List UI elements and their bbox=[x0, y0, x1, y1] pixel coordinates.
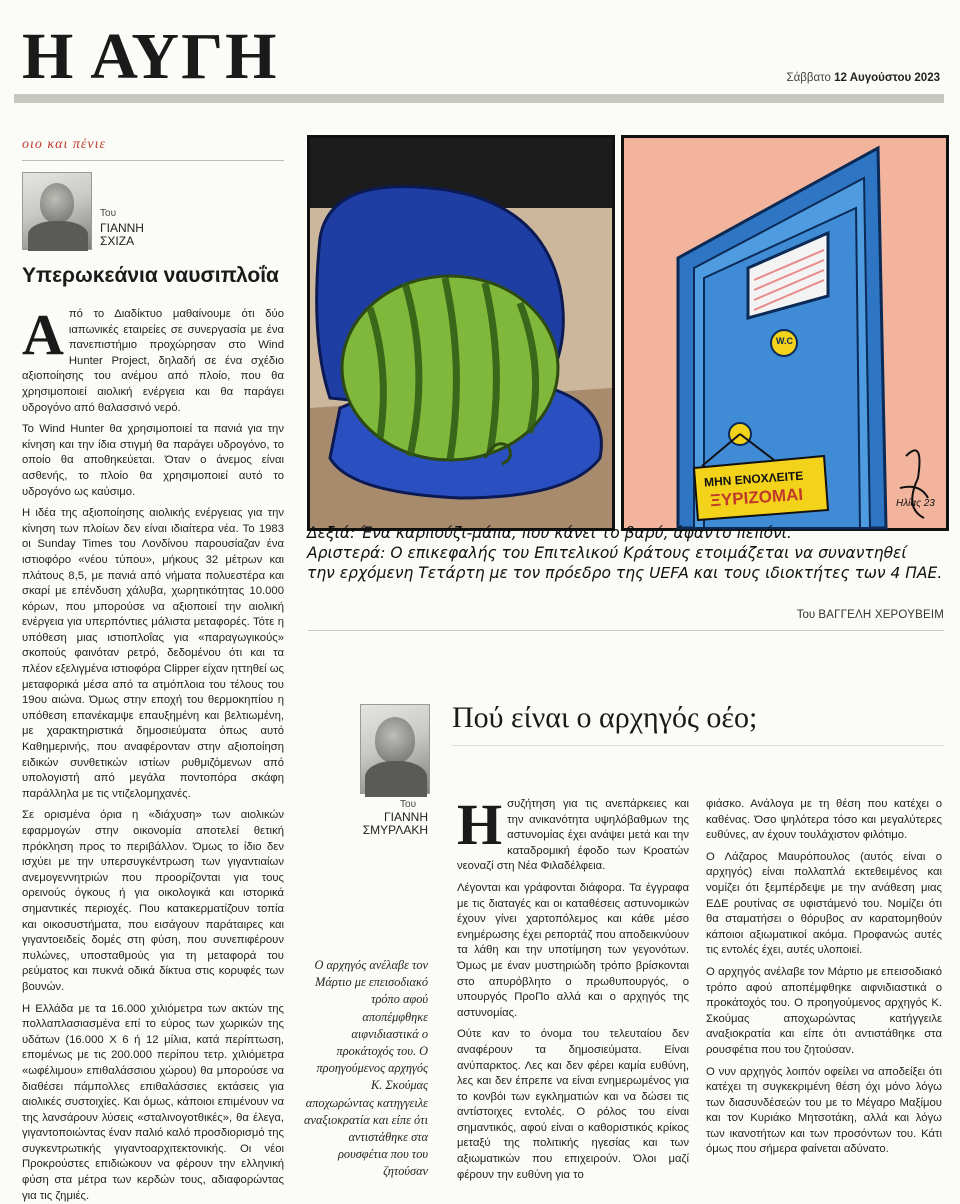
article2-paragraph-3: Ούτε καν το όνομα του τελευταίου δεν αναφέρουν τα δημοσιεύματα. Είναι ανύπαρκτος. Λες και δεν φέρει καμία ευθύνη, λες και δεν έπρεπε να είναι ενημερωμένος για το κονβόι των εγκληματιών και να δώσει τις αντίστοιχες εντολές. Ο ρόλος του είναι σημαντικός, αφού είναι ο καθοριστικός κρίκος μεταξύ της πολιτικής ηγεσίας και των αξιωματικών που επιχειρούν. Όλοι μαζί φέρουν την ευθύνη για το bbox=[457, 1028, 689, 1181]
article2-paragraph-6: Ο αρχηγός ανέλαβε τον Μάρτιο με επεισοδιακό τρόπο αφού αποπέμφθηκε αιφνιδιαστικά ο προκάτοχός του. Ο προηγούμενος αρχηγός Κ. Σκούμας αποχωρώντας κατήγγειλε αναξιοκρατία και είπε ότι αντιστάθηκε στα ρουσφέτια που του ζητούσαν. bbox=[706, 965, 942, 1056]
date-value: 12 Αυγούστου 2023 bbox=[834, 72, 940, 84]
author-photo-schizas bbox=[22, 172, 92, 250]
newspaper-masthead: Η ΑΥΓΗ bbox=[22, 20, 279, 93]
pull-quote: Ο αρχηγός ανέλαβε τον Μάρτιο με επεισοδιακό τρόπο αφού αποπέμφθηκε αιφνιδιαστικά ο προκάτοχός του. Ο προηγούμενος αρχηγός Κ. Σκούμας αποχωρώντας κατηγγειλε αναξιοκρατία και είπε ότι αντιστάθηκε στα ρουσφέτια που του ζητούσαν bbox=[304, 958, 428, 1179]
cartoon-caption bbox=[307, 523, 947, 583]
caption-line-2: Αριστερά: Ο επικεφαλής του Επιτελικού Κράτους ετοιμάζεται να συναντηθεί bbox=[307, 544, 907, 562]
wc-sign: W.C bbox=[776, 336, 793, 346]
author-last-name: ΣΧΙΖΑ bbox=[100, 234, 135, 248]
credit-prefix: Του bbox=[796, 609, 816, 621]
drop-cap-2: Η bbox=[457, 792, 503, 857]
author-photo-smyrlakis bbox=[360, 704, 430, 794]
paragraph-2: Το Wind Hunter θα χρησιμοποιεί τα πανιά για την κίνηση και την ίδια στιγμή θα παράγει υδρογόνο, το οποίο θα αποθηκεύεται. Όταν ο άνεμος είναι ασθενής, το πλοίο θα χρησιμοποιεί αυτό το υδρογόνο ως καύσιμο. bbox=[22, 423, 284, 498]
drop-cap: Α bbox=[22, 302, 64, 367]
paragraph-3: Η ιδέα της αξιοποίησης αιολικής ενέργειας για την κίνηση των πλοίων δεν είναι ιδιαίτερα νέα. Το 1983 οι Sunday Times του Λονδίνου παρουσίαζαν ένα ιστιοφόρο «νέου τύπου», μήκους 32 μέτρων και πλάτους 8,5, με πανιά από νήματα πολυεστέρα και σκαρί με επένδυση χάλυβα, χωρητικότητας 10.000 κόρων, που μπορούσε να αξιοποιεί την αιολική ενέργεια για υπερπόντιες μάλιστα μεταφορές. Τότε η υπόθεση μιας ιστιοπλοΐας για «παραγωγικούς» σκοπούς φαινόταν ρετρό, δεδομένου ότι και τα πλέον εξελιγμένα ιστιοφόρα Clipper είχαν ηττηθεί ως μεταφορικά μέσα από τα ατμόπλοια του τέλους του 19ου αιώνα. Όμως στην εποχή του θερμοκηπίου η υπόθεση επανέκαμψε επαυξημένη και βελτιωμένη, με χαρακτηριστικά δημοσιεύματα όπως αυτό Καθημερινής, που αναφέρονταν στην αξιοποίηση ειδικών συνθετικών ιστίων ρυθμιζόμενων από υπολογιστή από μεγάλα ποντοπόρα σκάφη παράλληλα με τις ντιζελομηχανές. bbox=[22, 507, 284, 800]
cartoonist-signature: Hλίας 23 bbox=[896, 498, 935, 509]
column-section-label: οιο και πένιε bbox=[22, 137, 106, 152]
byline-prefix: Του bbox=[100, 208, 117, 219]
article2-paragraph-2: Λέγονται και γράφονται διάφορα. Τα έγγραφα με τις διαταγές και οι καταθέσεις αστυνομικών έχουν γίνει χαρτοπόλεμος και κάθε μέσο ενημέρωσης έχει ρεπορτάζ που αποδεικνύουν τα λάθη και την υποτίμηση των γεγονότων. Όμως με έναν μυστηριώδη τρόπο βρίσκονται στο απυρόβλητο ο πρωθυπουργός, ο υπουργός ΠροΠο αλλά και ο αρχηγός της αστυνομίας. bbox=[457, 881, 689, 1019]
issue-date bbox=[787, 72, 940, 84]
cartoon-left-panel bbox=[307, 135, 615, 531]
article2-paragraph-7: Ο νυν αρχηγός λοιπόν οφείλει να αποδείξει ότι κατέχει τη συγκεκριμένη θέση όχι μόνο λόγω των διασυνδέσεών του με το Μέγαρο Μαξίμου και τον Κυριάκο Μητσοτάκη, αλλά και λόγω των ικανοτήτων και των προσόντων του. Κάτι όμως που σήμερα φαίνεται αδύνατο. bbox=[706, 1065, 942, 1156]
article-body bbox=[22, 302, 284, 1202]
cartoon-right-panel bbox=[621, 135, 949, 531]
caption-line-3: την ερχόμενη Τετάρτη με τον πρόεδρο της UEFA και τους ιδιοκτήτες των 4 ΠΑΕ. bbox=[307, 564, 943, 582]
headline-underline bbox=[452, 745, 944, 746]
byline-prefix-2: Του bbox=[400, 799, 417, 810]
article2-headline: Πού είναι ο αρχηγός οέο; bbox=[452, 701, 758, 734]
paragraph-4: Σε ορισμένα όρια η «διάχυση» των αιολικών εφαρμογών στην οικονομία αποτελεί θετική πρόκληση προς το περιβάλλον. Όμως το ίδιο δεν ισχύει με την υπερσυγκέντρωση των γιγαντιαίων ανεμογεννητριών που προορίζονται για τους ορεινούς όγκους ή για οικολογικά και ιστορικά σημαντικές περιοχές. Που κατακερματίζουν τοπία και οικοσυστήματα, που εισάγουν παράταιρες και γιγαντοειδείς δομές στη φύση, που συνεπιφέρουν πυλώνες, υποσταθμούς για τη μεταφορά του ρεύματος και πυκνά οδικά δίκτυα στις κορυφές των βουνών. bbox=[22, 809, 284, 993]
section-divider-2 bbox=[308, 630, 944, 631]
author-first-name: ΓΙΑΝΝΗ bbox=[100, 221, 144, 235]
article2-column-1 bbox=[457, 792, 689, 1181]
credit-name: ΒΑΓΓΕΛΗ ΧΕΡΟΥΒΕΙΜ bbox=[818, 609, 944, 621]
date-weekday: Σάββατο bbox=[786, 72, 831, 84]
header-rule bbox=[14, 94, 944, 103]
article2-paragraph-1: Ησυζήτηση για τις ανεπάρκειες και την ανικανότητα υψηλόβαθμων της αστυνομίας έχει ανάψει μετά και την καταδρομική έφοδο των Κροατών νεοναζί στη Νέα Φιλαδέλφεια. bbox=[457, 792, 689, 873]
author2-last-name: ΣΜΥΡΛΑΚΗ bbox=[362, 823, 428, 837]
hanging-sign-top: ΜΗΝ ΕΝΟΧΛΕΙΤΕ bbox=[703, 468, 804, 490]
paragraph-5: Η Ελλάδα με τα 16.000 χιλιόμετρα των ακτών της πολλαπλασιασμένα επί το εύρος των χωρικών της υδάτων (16.000 Χ 6 ή 12 μίλια, κατά περίπτωση, επομένως με τις 200.000 περίπου τετρ. χιλιόμετρα «ωφέλιμου» επιθαλάσσιου χώρου) θα μπορούσε να διαθέσει πάμπολλες επιθαλάσσιες εκτάσεις για αιολικές συστοιχίες. Και όμως, κάποιοι επιμένουν να της λανσάρουν λύσεις «σταλινογοτθικές», θα έλεγα, γιγαντοποιώντας έναν παλιό καλό προσδιορισμό της συγκεντρωτικής γιγαντοαρχιτεκτονικής. Οι νέοι Προκρούστες επιδιώκουν να φέρουν την ελληνική φύση στα μέτρα των κερδών τους, αδιαφορώντας για τις ζημιές. bbox=[22, 1002, 284, 1202]
paragraph-1: Από το Διαδίκτυο μαθαίνουμε ότι δύο ιαπωνικές εταιρείες σε συνεργασία με ένα πανεπιστήμιο προχώρησαν στο Wind Hunter Project, δηλαδή σε ένα σχέδιο αξιοποίησης του ανέμου από πλοίο, που θα χρησιμοποιεί αιολική ενέργεια και θα παράγει υδρογόνο από θαλασσινό νερό. bbox=[22, 302, 284, 414]
cartoon-credit bbox=[797, 609, 944, 621]
article2-paragraph-5: Ο Λάζαρος Μαυρόπουλος (αυτός είναι ο αρχηγός) είναι πολλαπλά εκτεθειμένος και νομίζει ότι ξεμπέρδεψε με την ανάθεση μιας ΕΔΕ ρουτίνας σε υφιστάμενό του. Νομίζει ότι θα σταματήσει ο θόρυβος αν καρατομηθούν κάποιοι αξιωματικοί ακόμα. Προφανώς αυτές τις εντολές έχει, αυτές υλοποιεί. bbox=[706, 850, 942, 957]
author2-first-name: ΓΙΑΝΝΗ bbox=[384, 810, 428, 824]
article-headline: Υπερωκεάνια ναυσιπλοΐα bbox=[22, 264, 279, 287]
article2-paragraph-4: φιάσκο. Ανάλογα με τη θέση που κατέχει ο καθένας. Όσο ψηλότερα τόσο και μεγαλύτερες ευθύνες, αν έχουν τουλάχιστον φιλότιμο. bbox=[706, 798, 942, 842]
section-divider bbox=[22, 160, 284, 161]
hanging-sign-bottom: ΞΥΡΙΖΟΜΑΙ bbox=[709, 484, 804, 511]
watermelon-illustration bbox=[310, 138, 612, 528]
caption-line-1: Δεξιά: Ένα καρπούζι-μάπα, που κάνει το βαρύ, άφαντο πεπόνι. bbox=[307, 524, 792, 542]
article2-column-2 bbox=[706, 797, 942, 1165]
